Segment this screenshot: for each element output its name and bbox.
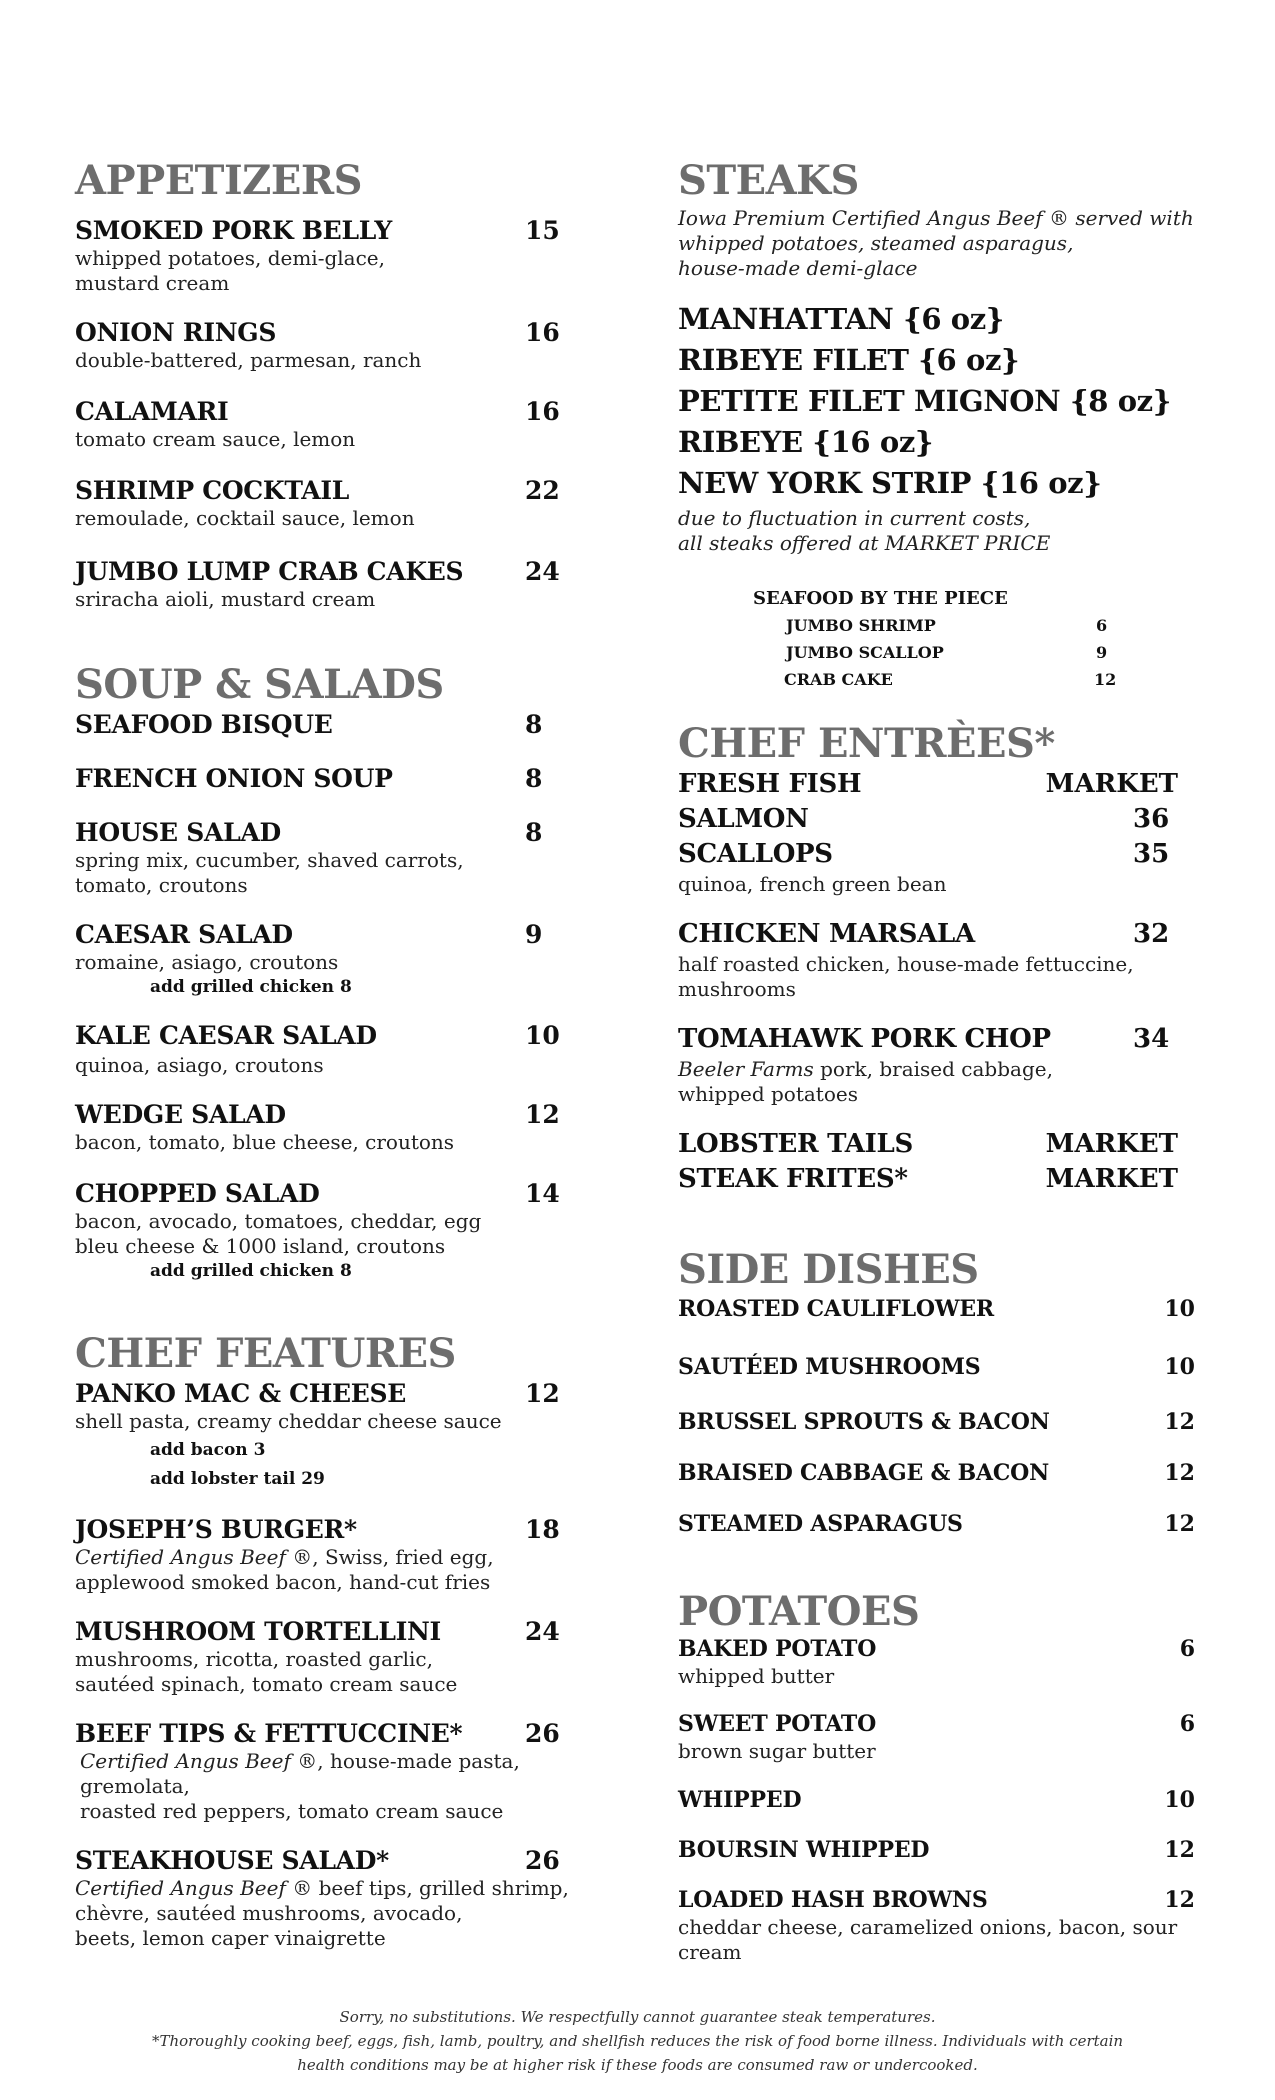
- menu-item: [678, 1836, 1195, 1865]
- item-price: 35: [1133, 839, 1170, 869]
- item-name: STEAK FRITES*: [678, 1164, 908, 1194]
- menu-item: [75, 216, 615, 296]
- item-name: CHICKEN MARSALA: [678, 919, 975, 949]
- item-name: LOADED HASH BROWNS: [678, 1887, 988, 1913]
- item-description: brown sugar butter: [678, 1739, 876, 1763]
- item-description: [75, 1749, 615, 1799]
- section-title-potatoes: POTATOES: [678, 1588, 920, 1635]
- item-description: applewood smoked bacon, hand-cut fries: [75, 1570, 491, 1594]
- menu-item: [75, 1179, 615, 1283]
- chef-features-section: [75, 1331, 615, 1951]
- item-price: MARKET: [1045, 1164, 1178, 1194]
- item-name: SWEET POTATO: [678, 1711, 877, 1737]
- item-name: BOURSIN WHIPPED: [678, 1837, 930, 1863]
- item-name: SCALLOPS: [678, 839, 833, 869]
- item-price: 12: [1164, 1837, 1195, 1863]
- item-price: 16: [525, 397, 560, 426]
- item-description: sautéed spinach, tomato cream sauce: [75, 1672, 458, 1696]
- item-name: WEDGE SALAD: [75, 1100, 286, 1129]
- item-description: bacon, tomato, blue cheese, croutons: [75, 1130, 455, 1154]
- section-title-chef-entrees: CHEF ENTRÈES*: [678, 720, 1055, 767]
- item-description: whipped potatoes, demi-glace,: [75, 246, 385, 270]
- menu-item: [678, 1295, 1195, 1324]
- item-name: CHOPPED SALAD: [75, 1179, 320, 1208]
- steaks-market-note: all steaks offered at MARKET PRICE: [678, 531, 1051, 555]
- item-description: double-battered, parmesan, ranch: [75, 348, 422, 372]
- item-price: 8: [525, 710, 543, 739]
- item-price: 26: [525, 1719, 560, 1748]
- item-description: cheddar cheese, caramelized onions, bacon, sour cream: [678, 1915, 1178, 1964]
- item-description-rest: , house-made pasta, gremolata,: [80, 1749, 520, 1798]
- menu-item: [678, 1127, 1178, 1162]
- right-column: [678, 158, 1208, 1965]
- seafood-piece-item: [786, 639, 1208, 666]
- menu-item: [75, 1021, 615, 1078]
- item-price: 22: [525, 476, 560, 505]
- menu-item: [75, 397, 615, 452]
- item-name: JUMBO SHRIMP: [786, 616, 936, 635]
- menu-item: [678, 1886, 1208, 1965]
- item-description-rest: , Swiss, fried egg,: [312, 1545, 494, 1569]
- menu-item: [75, 1379, 615, 1491]
- menu-item: [678, 1786, 1195, 1815]
- item-description-italic: Certified Angus Beef ®: [75, 1876, 313, 1900]
- menu-item: [678, 1408, 1195, 1437]
- item-price: 10: [1164, 1787, 1195, 1813]
- steaks-section: [678, 158, 1208, 556]
- menu-item: [678, 1162, 1178, 1197]
- menu-item: [75, 920, 615, 999]
- footer-line: Sorry, no substitutions. We respectfully cannot guarantee steak temperatures.: [339, 2008, 936, 2026]
- steaks-market-note: due to fluctuation in current costs,: [678, 506, 1031, 530]
- item-name: BAKED POTATO: [678, 1636, 877, 1662]
- seafood-piece-item: [784, 666, 1208, 693]
- item-price: 36: [1133, 804, 1170, 834]
- item-description: shell pasta, creamy cheddar cheese sauce: [75, 1409, 502, 1433]
- menu-item: [678, 1022, 1208, 1107]
- steaks-intro: whipped potatoes, steamed asparagus,: [678, 231, 1074, 255]
- steak-item: RIBEYE {16 oz}: [678, 425, 934, 459]
- item-description-rest: pork, braised cabbage,: [813, 1057, 1053, 1081]
- menu-item: [75, 318, 615, 373]
- steak-item: RIBEYE FILET {6 oz}: [678, 343, 1020, 377]
- item-name: BRUSSEL SPROUTS & BACON: [678, 1409, 1050, 1435]
- section-title-side-dishes: SIDE DISHES: [678, 1246, 979, 1293]
- item-name: SAUTÉED MUSHROOMS: [678, 1354, 981, 1380]
- footer-line: *Thoroughly cooking beef, eggs, fish, lamb, poultry, and shellfish reduces the risk of food borne illness. Individuals with certain: [151, 2032, 1124, 2050]
- item-name: FRESH FISH: [678, 769, 862, 799]
- item-name: CAESAR SALAD: [75, 920, 293, 949]
- section-title-seafood-by-piece: SEAFOOD BY THE PIECE: [753, 588, 1008, 609]
- item-description-rest: beef tips, grilled shrimp,: [312, 1876, 569, 1900]
- item-description: romaine, asiago, croutons: [75, 950, 339, 974]
- item-description: quinoa, asiago, croutons: [75, 1053, 324, 1077]
- item-description: [75, 1545, 615, 1570]
- item-price: 12: [1094, 670, 1117, 689]
- item-price: 12: [1164, 1887, 1195, 1913]
- item-name: HOUSE SALAD: [75, 818, 281, 847]
- item-name: ONION RINGS: [75, 318, 277, 347]
- appetizers-section: [75, 158, 615, 612]
- item-description: tomato cream sauce, lemon: [75, 427, 356, 451]
- menu-item: [678, 767, 1178, 802]
- item-price: 34: [1133, 1024, 1170, 1054]
- steaks-intro: house-made demi-glace: [678, 256, 918, 280]
- item-price: 6: [1179, 1636, 1195, 1662]
- menu-item: [75, 764, 615, 794]
- menu-item: [75, 557, 615, 612]
- item-price: 16: [525, 318, 560, 347]
- menu-item: [75, 710, 615, 740]
- item-name: BEEF TIPS & FETTUCCINE*: [75, 1719, 463, 1748]
- menu-item: [75, 1617, 615, 1697]
- item-price: 18: [525, 1515, 560, 1544]
- item-description: quinoa, french green bean: [678, 872, 947, 896]
- item-name: BRAISED CABBAGE & BACON: [678, 1460, 1050, 1486]
- item-description-italic: Certified Angus Beef ®: [80, 1749, 318, 1773]
- item-description: whipped potatoes: [678, 1082, 858, 1106]
- item-description: chèvre, sautéed mushrooms, avocado,: [75, 1901, 463, 1925]
- item-name: SEAFOOD BISQUE: [75, 710, 333, 739]
- item-price: 9: [1096, 643, 1108, 662]
- steak-item: MANHATTAN {6 oz}: [678, 302, 1005, 336]
- item-price: 14: [525, 1179, 560, 1208]
- item-price: MARKET: [1045, 769, 1178, 799]
- item-name: LOBSTER TAILS: [678, 1129, 913, 1159]
- addon-option: add bacon 3: [150, 1440, 266, 1460]
- section-title-appetizers: APPETIZERS: [75, 157, 362, 204]
- addon-option: add grilled chicken 8: [150, 977, 352, 997]
- item-name: SMOKED PORK BELLY: [75, 216, 392, 245]
- addon-option: add lobster tail 29: [150, 1469, 325, 1489]
- item-name: KALE CAESAR SALAD: [75, 1021, 377, 1050]
- item-price: 6: [1096, 616, 1108, 635]
- chef-entrees-section: [678, 721, 1208, 1197]
- item-description: half roasted chicken, house-made fettuccine,: [678, 952, 1134, 976]
- item-name: SHRIMP COCKTAIL: [75, 476, 350, 505]
- soup-salads-section: [75, 662, 615, 1283]
- seafood-piece-item: [786, 612, 1208, 639]
- item-name: CRAB CAKE: [784, 670, 893, 689]
- menu-item: [75, 1719, 615, 1824]
- menu-item: [678, 1510, 1195, 1539]
- item-description: [678, 1057, 1208, 1082]
- item-description: mushrooms, ricotta, roasted garlic,: [75, 1647, 433, 1671]
- menu-item: [75, 1846, 615, 1951]
- item-description: sriracha aioli, mustard cream: [75, 587, 376, 611]
- menu-item: [75, 1100, 615, 1155]
- footer-disclaimer: [0, 2005, 1275, 2077]
- item-price: MARKET: [1045, 1129, 1178, 1159]
- potatoes-section: [678, 1589, 1208, 1965]
- section-title-soup-salads: SOUP & SALADS: [75, 661, 444, 708]
- item-price: 15: [525, 216, 560, 245]
- item-price: 9: [525, 920, 543, 949]
- item-name: CALAMARI: [75, 397, 229, 426]
- menu-item: [75, 818, 615, 898]
- item-name: FRENCH ONION SOUP: [75, 764, 393, 793]
- item-name: JOSEPH’S BURGER*: [75, 1515, 357, 1544]
- item-description-italic: Certified Angus Beef ®: [75, 1545, 313, 1569]
- item-description: roasted red peppers, tomato cream sauce: [80, 1799, 504, 1823]
- item-description: beets, lemon caper vinaigrette: [75, 1926, 386, 1950]
- item-name: SALMON: [678, 804, 809, 834]
- section-title-chef-features: CHEF FEATURES: [75, 1330, 456, 1377]
- item-price: 12: [525, 1379, 560, 1408]
- item-description: whipped butter: [678, 1664, 835, 1688]
- item-name: JUMBO LUMP CRAB CAKES: [75, 557, 464, 586]
- side-dishes-section: [678, 1247, 1208, 1539]
- footer-line: health conditions may be at higher risk if these foods are consumed raw or undercooked.: [297, 2056, 978, 2074]
- item-description: [75, 1876, 615, 1901]
- item-name: MUSHROOM TORTELLINI: [75, 1617, 441, 1646]
- item-price: 10: [525, 1021, 560, 1050]
- menu-item: [678, 1459, 1195, 1488]
- steak-item: NEW YORK STRIP {16 oz}: [678, 466, 1102, 500]
- item-name: STEAMED ASPARAGUS: [678, 1511, 963, 1537]
- menu-item: [75, 476, 615, 531]
- item-price: 12: [1164, 1511, 1195, 1537]
- item-name: ROASTED CAULIFLOWER: [678, 1296, 995, 1322]
- steak-item: PETITE FILET MIGNON {8 oz}: [678, 384, 1171, 418]
- section-title-steaks: STEAKS: [678, 157, 859, 204]
- item-name: WHIPPED: [678, 1787, 802, 1813]
- item-price: 8: [525, 818, 543, 847]
- menu-item: [678, 837, 1208, 897]
- item-description: bleu cheese & 1000 island, croutons: [75, 1234, 446, 1258]
- item-name: PANKO MAC & CHEESE: [75, 1379, 407, 1408]
- item-description: bacon, avocado, tomatoes, cheddar, egg: [75, 1209, 482, 1233]
- item-price: 12: [525, 1100, 560, 1129]
- addon-option: add grilled chicken 8: [150, 1261, 352, 1281]
- item-price: 6: [1179, 1711, 1195, 1737]
- item-description-italic: Beeler Farms: [678, 1057, 814, 1081]
- menu-item: [678, 917, 1208, 1002]
- item-description: remoulade, cocktail sauce, lemon: [75, 506, 415, 530]
- item-name: TOMAHAWK PORK CHOP: [678, 1024, 1051, 1054]
- menu-item: [678, 1710, 1208, 1764]
- item-description: mushrooms: [678, 977, 796, 1001]
- item-price: 24: [525, 557, 560, 586]
- item-price: 26: [525, 1846, 560, 1875]
- item-description: tomato, croutons: [75, 873, 248, 897]
- menu-item: [678, 1635, 1208, 1689]
- item-price: 8: [525, 764, 543, 793]
- seafood-by-piece-section: [678, 586, 1208, 693]
- item-description: mustard cream: [75, 271, 230, 295]
- item-price: 12: [1164, 1460, 1195, 1486]
- menu-item: [678, 802, 1208, 837]
- menu-item: [678, 1353, 1195, 1382]
- item-price: 10: [1164, 1296, 1195, 1322]
- item-price: 32: [1133, 919, 1170, 949]
- item-price: 24: [525, 1617, 560, 1646]
- left-column: [75, 158, 615, 1951]
- item-description: spring mix, cucumber, shaved carrots,: [75, 848, 464, 872]
- menu-item: [75, 1515, 615, 1595]
- item-price: 12: [1164, 1409, 1195, 1435]
- steak-list: [678, 299, 1208, 504]
- item-name: STEAKHOUSE SALAD*: [75, 1846, 389, 1875]
- item-price: 10: [1164, 1354, 1195, 1380]
- item-name: JUMBO SCALLOP: [786, 643, 944, 662]
- steaks-intro: Iowa Premium Certified Angus Beef ® served with: [678, 206, 1194, 230]
